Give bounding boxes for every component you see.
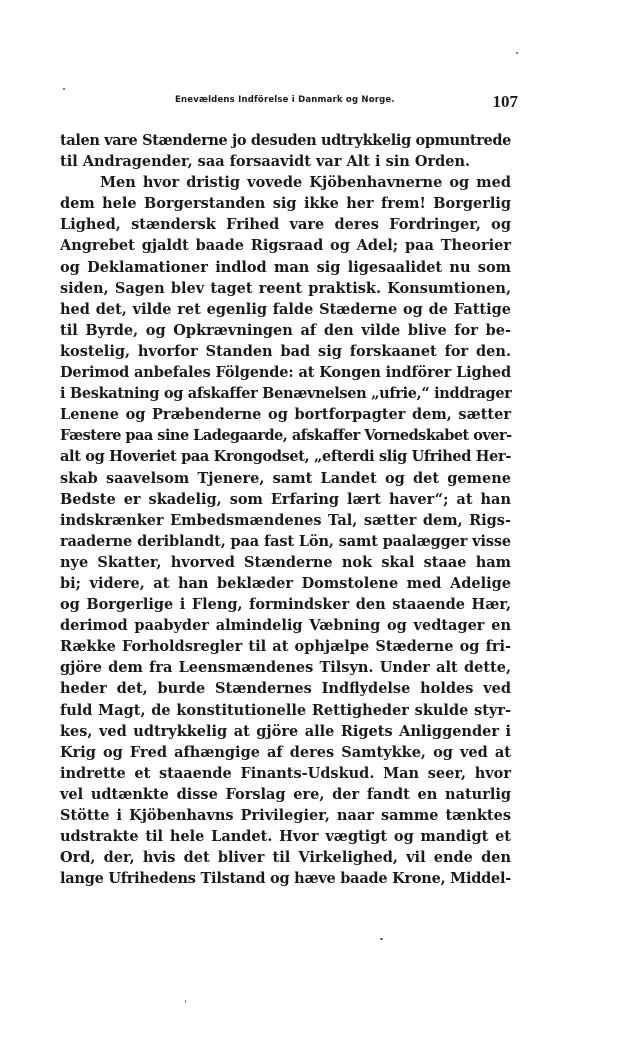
text-line: og Deklamationer indlod man sig ligesaalidet nu som: [60, 258, 511, 276]
page-number: 107: [492, 92, 518, 111]
text-line: lange Ufrihedens Tilstand og hæve baade Krone, Middel-: [60, 870, 511, 888]
text-line: Lenene og Præbenderne og bortforpagter dem, sætter: [60, 406, 511, 424]
text-line: heder det, burde Stændernes Indflydelse holdes ved: [60, 680, 511, 698]
text-line: hed det, vilde ret egenlig falde Stæderne og de Fattige: [60, 300, 511, 318]
text-line: og Borgerlige i Fleng, formindsker den staaende Hær,: [60, 596, 511, 614]
text-line: Bedste er skadelig, som Erfaring lært haver“; at han: [60, 490, 511, 508]
paper-speck: [380, 938, 383, 940]
text-line: kostelig, hvorfor Standen bad sig forskaanet for den.: [60, 342, 511, 360]
text-line: Angrebet gjaldt baade Rigsraad og Adel; paa Theorier: [60, 237, 511, 255]
text-line: nye Skatter, hvorved Stænderne nok skal staae ham: [60, 553, 511, 571]
text-line: raaderne deriblandt, paa fast Lön, samt paalægger visse: [60, 532, 511, 550]
text-line: Men hvor dristig vovede Kjöbenhavnerne og med: [100, 174, 511, 192]
text-line: til Andragender, saa forsaavidt var Alt i sin Orden.: [60, 153, 471, 171]
text-line: derimod paabyder almindelig Væbning og vedtager en: [60, 617, 511, 635]
text-line: indskrænker Embedsmændenes Tal, sætter dem, Rigs-: [60, 511, 511, 529]
paper-speck: [63, 88, 65, 90]
text-line: talen vare Stænderne jo desuden udtrykkelig opmuntrede: [60, 132, 511, 149]
text-line: dem hele Borgerstanden sig ikke her frem! Borgerlig: [60, 195, 511, 213]
running-head: [60, 92, 520, 116]
text-line: Fæstere paa sine Ladegaarde, afskaffer Vornedskabet over-: [60, 427, 512, 445]
body-text: [60, 130, 511, 889]
text-line: Lighed, stændersk Frihed vare deres Fordringer, og: [60, 216, 511, 234]
text-line: bi; videre, at han beklæder Domstolene med Adelige: [60, 574, 511, 592]
text-line: Krig og Fred afhængige af deres Samtykke, og ved at: [60, 743, 511, 761]
paper-speck: [516, 52, 518, 54]
text-line: Derimod anbefales Fölgende: at Kongen indförer Lighed: [60, 364, 511, 382]
paper-speck: [185, 1000, 186, 1003]
text-line: Række Forholdsregler til at ophjælpe Stæderne og fri-: [60, 638, 511, 656]
text-line: fuld Magt, de konstitutionelle Rettigheder skulde styr-: [60, 701, 511, 719]
text-line: til Byrde, og Opkrævningen af den vilde blive for be-: [60, 321, 511, 339]
text-line: gjöre dem fra Leensmændenes Tilsyn. Under alt dette,: [60, 659, 511, 677]
text-line: indrette et staaende Finants-Udskud. Man seer, hvor: [60, 764, 511, 782]
text-line: skab saavelsom Tjenere, samt Landet og det gemene: [60, 469, 511, 487]
running-title: Enevældens Indförelse i Danmark og Norge.: [175, 95, 395, 105]
text-line: udstrakte til hele Landet. Hvor vægtigt og mandigt et: [60, 828, 511, 846]
text-line: Stötte i Kjöbenhavns Privilegier, naar samme tænktes: [60, 807, 511, 824]
text-line: siden, Sagen blev taget reent praktisk. Konsumtionen,: [60, 279, 511, 297]
text-line: alt og Hoveriet paa Krongodset, „efterdi slig Ufrihed Her-: [60, 448, 511, 466]
text-line: Ord, der, hvis det bliver til Virkelighed, vil ende den: [60, 849, 511, 867]
text-line: kes, ved udtrykkelig at gjöre alle Rigets Anliggender i: [60, 722, 511, 740]
text-line: vel udtænkte disse Forslag ere, der fandt en naturlig: [60, 785, 511, 803]
text-line: i Beskatning og afskaffer Benævnelsen „ufrie,“ inddrager: [60, 385, 512, 403]
